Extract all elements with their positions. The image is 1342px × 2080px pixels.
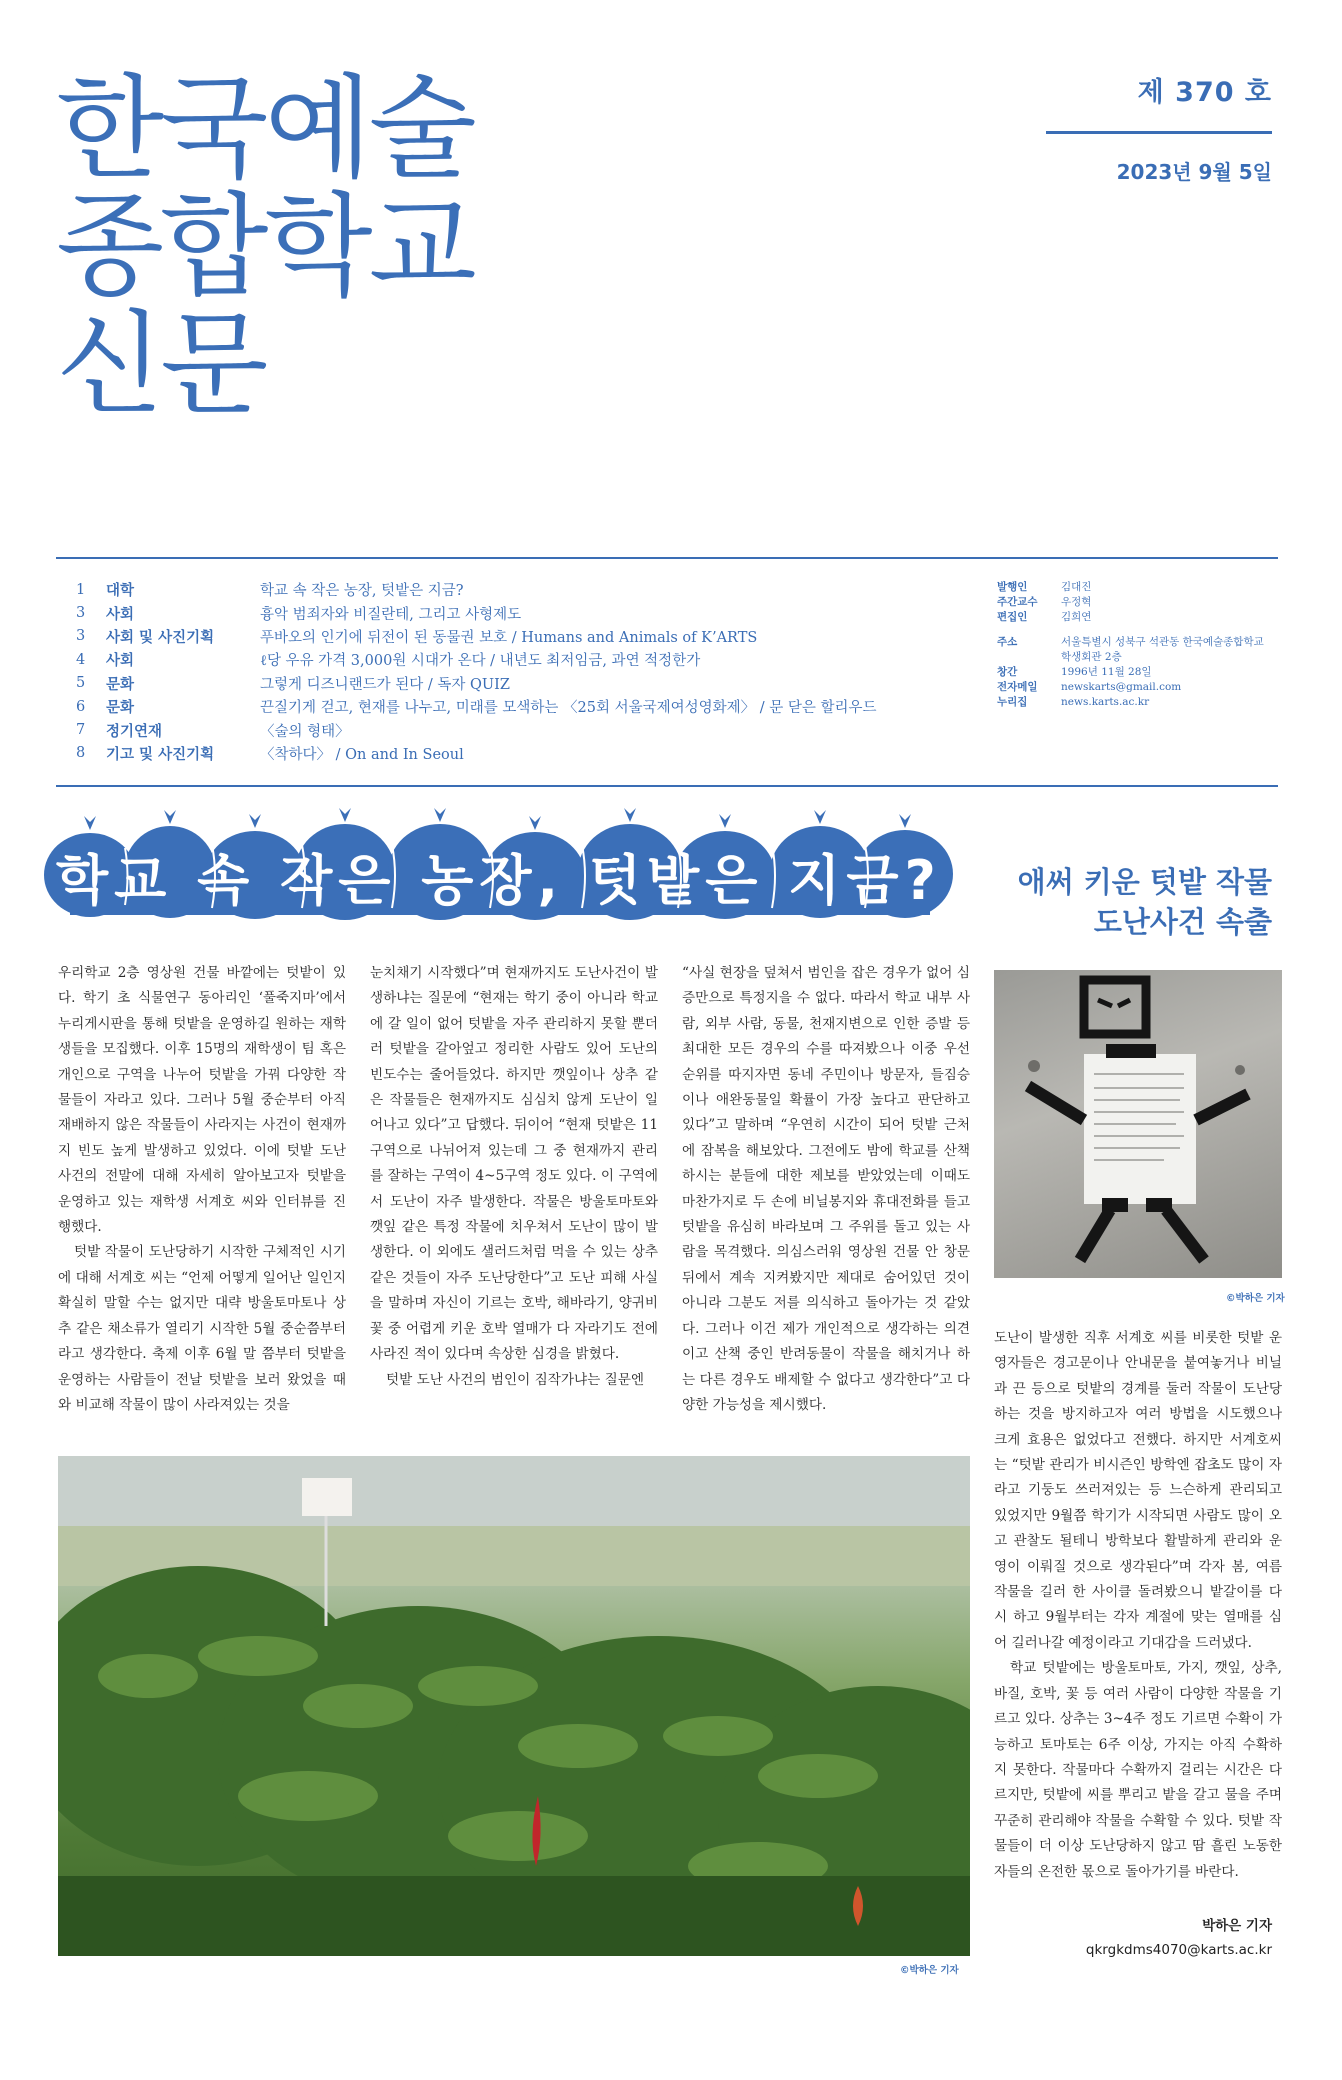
info-row [997, 665, 1287, 680]
toc-title: ℓ당 우유 가격 3,000원 시대가 온다 / 내년도 최저임금, 과연 적정한가 [260, 653, 701, 670]
toc-row[interactable] [76, 601, 976, 624]
info-row [997, 580, 1287, 595]
warning-notice-photo [994, 970, 1282, 1278]
masthead-title [56, 64, 656, 430]
toc-row[interactable] [76, 672, 976, 695]
photo-credit-small: ©박하은 기자 [1226, 1293, 1285, 1304]
reporter-name: 박하은 기자 [1202, 1918, 1272, 1934]
toc-section: 사회 및 사진기획 [106, 628, 215, 646]
publisher-info [997, 580, 1287, 710]
info-value: 학생회관 2층 [1061, 651, 1122, 663]
info-value: 김대진 [1061, 581, 1092, 593]
info-row [997, 595, 1287, 610]
toc-title: 푸바오의 인기에 뒤전이 된 동물권 보호 / Humans and Animals of K’ARTS [260, 629, 758, 646]
info-row [997, 610, 1287, 625]
info-value[interactable]: newskarts@gmail.com [1061, 681, 1182, 693]
info-value: 서울특별시 성북구 석관동 한국예술종합학교 [1061, 636, 1264, 648]
subhead-line: 도난사건 속출 [1093, 905, 1272, 939]
table-of-contents [76, 578, 976, 765]
toc-page: 4 [76, 651, 86, 668]
paragraph: 텃밭 도난 사건의 범인이 짐작가냐는 질문엔 [386, 1371, 644, 1388]
paragraph: “사실 현장을 덮쳐서 범인을 잡은 경우가 없어 심증만으로 특정지을 수 없다. 따라서 학교 내부 사람, 외부 사람, 동물, 천재지변으로 인한 증발 등 최대한 모든 경우의 수를 따져봤으나 이중 우선순위를 따지자면 동네 주민이나 방문자, 들짐승이나 애완동물일 확률이 가장 높다고 판단하고 있다”고 말하며 “우연히 시간이 되어 텃밭 근처에 잠복을 해보았다. 그전에도 밤에 학교를 산책하시는 분들에 대한 제보를 받았었는데 이때도 마찬가지로 두 손에 비닐봉지와 휴대전화를 들고 텃밭을 유심히 바라보며 그 주위를 돌고 있는 사람을 목격했다. 의심스러워 영상원 건물 안 창문 뒤에서 계속 지켜봤지만 제대로 숨어있던 것이 아니라 그분도 저를 의식하고 돌아가는 것 같았다. 그러나 이건 제가 개인적으로 생각하는 의견이고 산책 중인 반려동물이 작물을 해치거나 하는 다른 경우도 배제할 수 없다고 생각한다”고 다양한 가능성을 제시했다. [682, 965, 970, 1413]
info-key: 창간 [997, 666, 1018, 678]
toc-row[interactable] [76, 718, 976, 741]
toc-title: 끈질기게 걷고, 현재를 나누고, 미래를 모색하는 〈25회 서울국제여성영화제〉 / 문 닫은 할리우드 [260, 700, 877, 717]
toc-section: 대학 [106, 582, 135, 600]
info-value: 김희연 [1061, 611, 1092, 623]
toc-row[interactable] [76, 695, 976, 718]
toc-section: 사회 [106, 652, 135, 670]
info-key: 편집인 [997, 611, 1028, 623]
toc-title: 흉악 범죄자와 비질란테, 그리고 사형제도 [260, 606, 522, 623]
info-value[interactable]: news.karts.ac.kr [1061, 696, 1150, 708]
issue-block [1046, 70, 1272, 185]
toc-row[interactable] [76, 742, 976, 765]
article-column-1 [58, 961, 346, 1418]
toc-title: 〈착하다〉 / On and In Seoul [260, 746, 464, 763]
info-key: 주소 [997, 636, 1018, 648]
toc-row[interactable] [76, 625, 976, 648]
info-key [997, 650, 1061, 665]
toc-section: 기고 및 사진기획 [106, 745, 215, 763]
garden-photo-graphic [58, 1456, 970, 1956]
toc-page: 7 [76, 722, 86, 739]
info-row [997, 695, 1287, 710]
toc-section: 사회 [106, 605, 135, 623]
article-column-3 [682, 961, 970, 1418]
toc-bottom-rule [56, 785, 1278, 787]
info-value: 1996년 11월 28일 [1061, 666, 1152, 678]
article-column-2 [370, 961, 658, 1393]
toc-page: 1 [76, 581, 86, 598]
info-row [997, 635, 1287, 650]
toc-section: 문화 [106, 699, 135, 717]
issue-divider [1046, 131, 1272, 134]
toc-top-rule [56, 557, 1278, 559]
toc-title: 〈술의 형태〉 [260, 723, 350, 740]
toc-title: 학교 속 작은 농장, 텃밭은 지금? [260, 583, 464, 600]
info-key: 전자메일 [997, 681, 1038, 693]
paragraph: 텃밭 작물이 도난당하기 시작한 구체적인 시기에 대해 서계호 씨는 “언제 어떻게 일어난 일인지 확실히 말할 수는 없지만 대략 방울토마토나 상추 같은 채소류가 열리기 시작한 5월 중순쯤부터라고 생각한다. 축제 이후 6월 말 쯤부터 텃밭을 운영하는 사람들이 전날 텃밭을 보러 왔었을 때와 비교해 작물이 많이 사라져있는 것을 [58, 1244, 346, 1413]
reporter-email[interactable]: qkrgkdms4070@karts.ac.kr [1085, 1942, 1272, 1958]
info-key: 주간교수 [997, 596, 1038, 608]
article-column-4 [994, 1326, 1282, 1885]
info-row [997, 650, 1287, 665]
subhead-line: 애써 키운 텃밭 작물 [1017, 865, 1272, 899]
article-headline: 학교 속 작은 농장, 텃밭은 지금? [56, 849, 942, 912]
notice-figure-graphic [994, 970, 1282, 1278]
garden-photo [58, 1456, 970, 1956]
info-gap [997, 625, 1287, 635]
info-key: 누리집 [997, 696, 1028, 708]
info-key: 발행인 [997, 581, 1028, 593]
info-row [997, 680, 1287, 695]
toc-section: 문화 [106, 675, 135, 693]
info-value: 우정혁 [1061, 596, 1092, 608]
toc-row[interactable] [76, 578, 976, 601]
toc-page: 5 [76, 675, 86, 692]
paragraph: 학교 텃밭에는 방울토마토, 가지, 깻잎, 상추, 바질, 호박, 꽃 등 여러 사람이 다양한 작물을 기르고 있다. 상추는 3~4주 정도 기르면 수확이 가능하고 토마토는 6주 이상, 가지는 아직 수확하지 못한다. 작물마다 수확까지 걸리는 시간은 다르지만, 텃밭에 씨를 뿌리고 밭을 갈고 물을 주며 꾸준히 관리해야 작물을 수확할 수 있다. 텃밭 작물들이 더 이상 도난당하지 않고 땀 흘린 노동한 자들의 온전한 몫으로 돌아가기를 바란다. [994, 1660, 1282, 1880]
masthead-line: 한국예술 [56, 64, 473, 194]
paragraph: 눈치채기 시작했다”며 현재까지도 도난사건이 발생하냐는 질문에 “현재는 학기 중이 아니라 학교에 갈 일이 없어 텃밭을 자주 관리하지 못할 뿐더러 텃밭을 갈아엎고 정리한 사람도 있어 도난의 빈도수는 줄어들었다. 하지만 깻잎이나 상추 같은 작물들은 현재까지도 심심치 않게 도난이 일어나고 있다”고 답했다. 뒤이어 “현재 텃밭은 11구역으로 나뉘어져 있는데 그 중 현재까지 관리를 잘하는 구역이 4~5구역 정도 있다. 이 구역에서 도난이 자주 발생한다. 작물은 방울토마토와 깻잎 같은 특정 작물에 치우쳐서 도난이 많이 발생한다. 이 외에도 샐러드처럼 먹을 수 있는 상추같은 것들이 자주 도난당한다”고 도난 피해 사실을 말하며 자신이 기르는 호박, 해바라기, 양귀비꽃 중 어렵게 키운 호박 열매가 다 자라기도 전에 사라진 적이 있다며 속상한 심경을 밝혔다. [370, 965, 658, 1363]
toc-title: 그렇게 디즈니랜드가 된다 / 독자 QUIZ [260, 676, 510, 693]
photo-credit-large: ©박하은 기자 [900, 1965, 959, 1976]
byline [1086, 1914, 1272, 1962]
paragraph: 도난이 발생한 직후 서계호 씨를 비롯한 텃밭 운영자들은 경고문이나 안내문을 붙여놓거나 비닐과 끈 등으로 텃밭의 경계를 둘러 작물이 도난당하는 것을 방지하고자 여러 방법을 시도했으나 크게 효용은 없었다고 전했다. 하지만 서계호씨는 “텃밭 관리가 비시즌인 방학엔 잡초도 많이 자라고 기둥도 쓰러져있는 등 느슨하게 관리되고 있었지만 9월쯤 학기가 시작되면 사람도 많이 오고 관찰도 될테니 방학보다 활발하게 관리와 운영이 이뤄질 것으로 생각된다”며 각자 봄, 여름 작물을 길러 한 사이클 돌려봤으니 밭갈이를 다시 하고 9월부터는 각자 계절에 맞는 열매를 심어 길러나갈 예정이라고 기대감을 드러냈다. [994, 1330, 1282, 1651]
toc-page: 8 [76, 745, 86, 762]
toc-page: 6 [76, 698, 86, 715]
article-subhead [1018, 862, 1272, 942]
masthead-line: 종합학교 [56, 182, 473, 312]
issue-number: 제 370 호 [1137, 77, 1272, 108]
toc-row[interactable] [76, 648, 976, 671]
issue-date: 2023년 9월 5일 [1116, 160, 1272, 184]
toc-page: 3 [76, 628, 86, 645]
toc-page: 3 [76, 605, 86, 622]
toc-section: 정기연재 [106, 722, 163, 740]
masthead-line: 신문 [56, 300, 265, 430]
paragraph: 우리학교 2층 영상원 건물 바깥에는 텃밭이 있다. 학기 초 식물연구 동아리인 ‘풀죽지마’에서 누리게시판을 통해 텃밭을 운영하길 원하는 재학생들을 모집했다. 이후 15명의 재학생이 팀 혹은 개인으로 구역을 나누어 텃밭을 가꿔 다양한 작물들이 자라고 있다. 그러나 5월 중순부터 아직 재배하지 않은 작물들이 사라지는 사건이 현재까지 빈도 높게 발생하고 있었다. 이에 텃밭 도난 사건의 전말에 대해 자세히 알아보고자 텃밭을 운영하고 있는 재학생 서계호 씨와 인터뷰를 진행했다. [58, 965, 346, 1236]
